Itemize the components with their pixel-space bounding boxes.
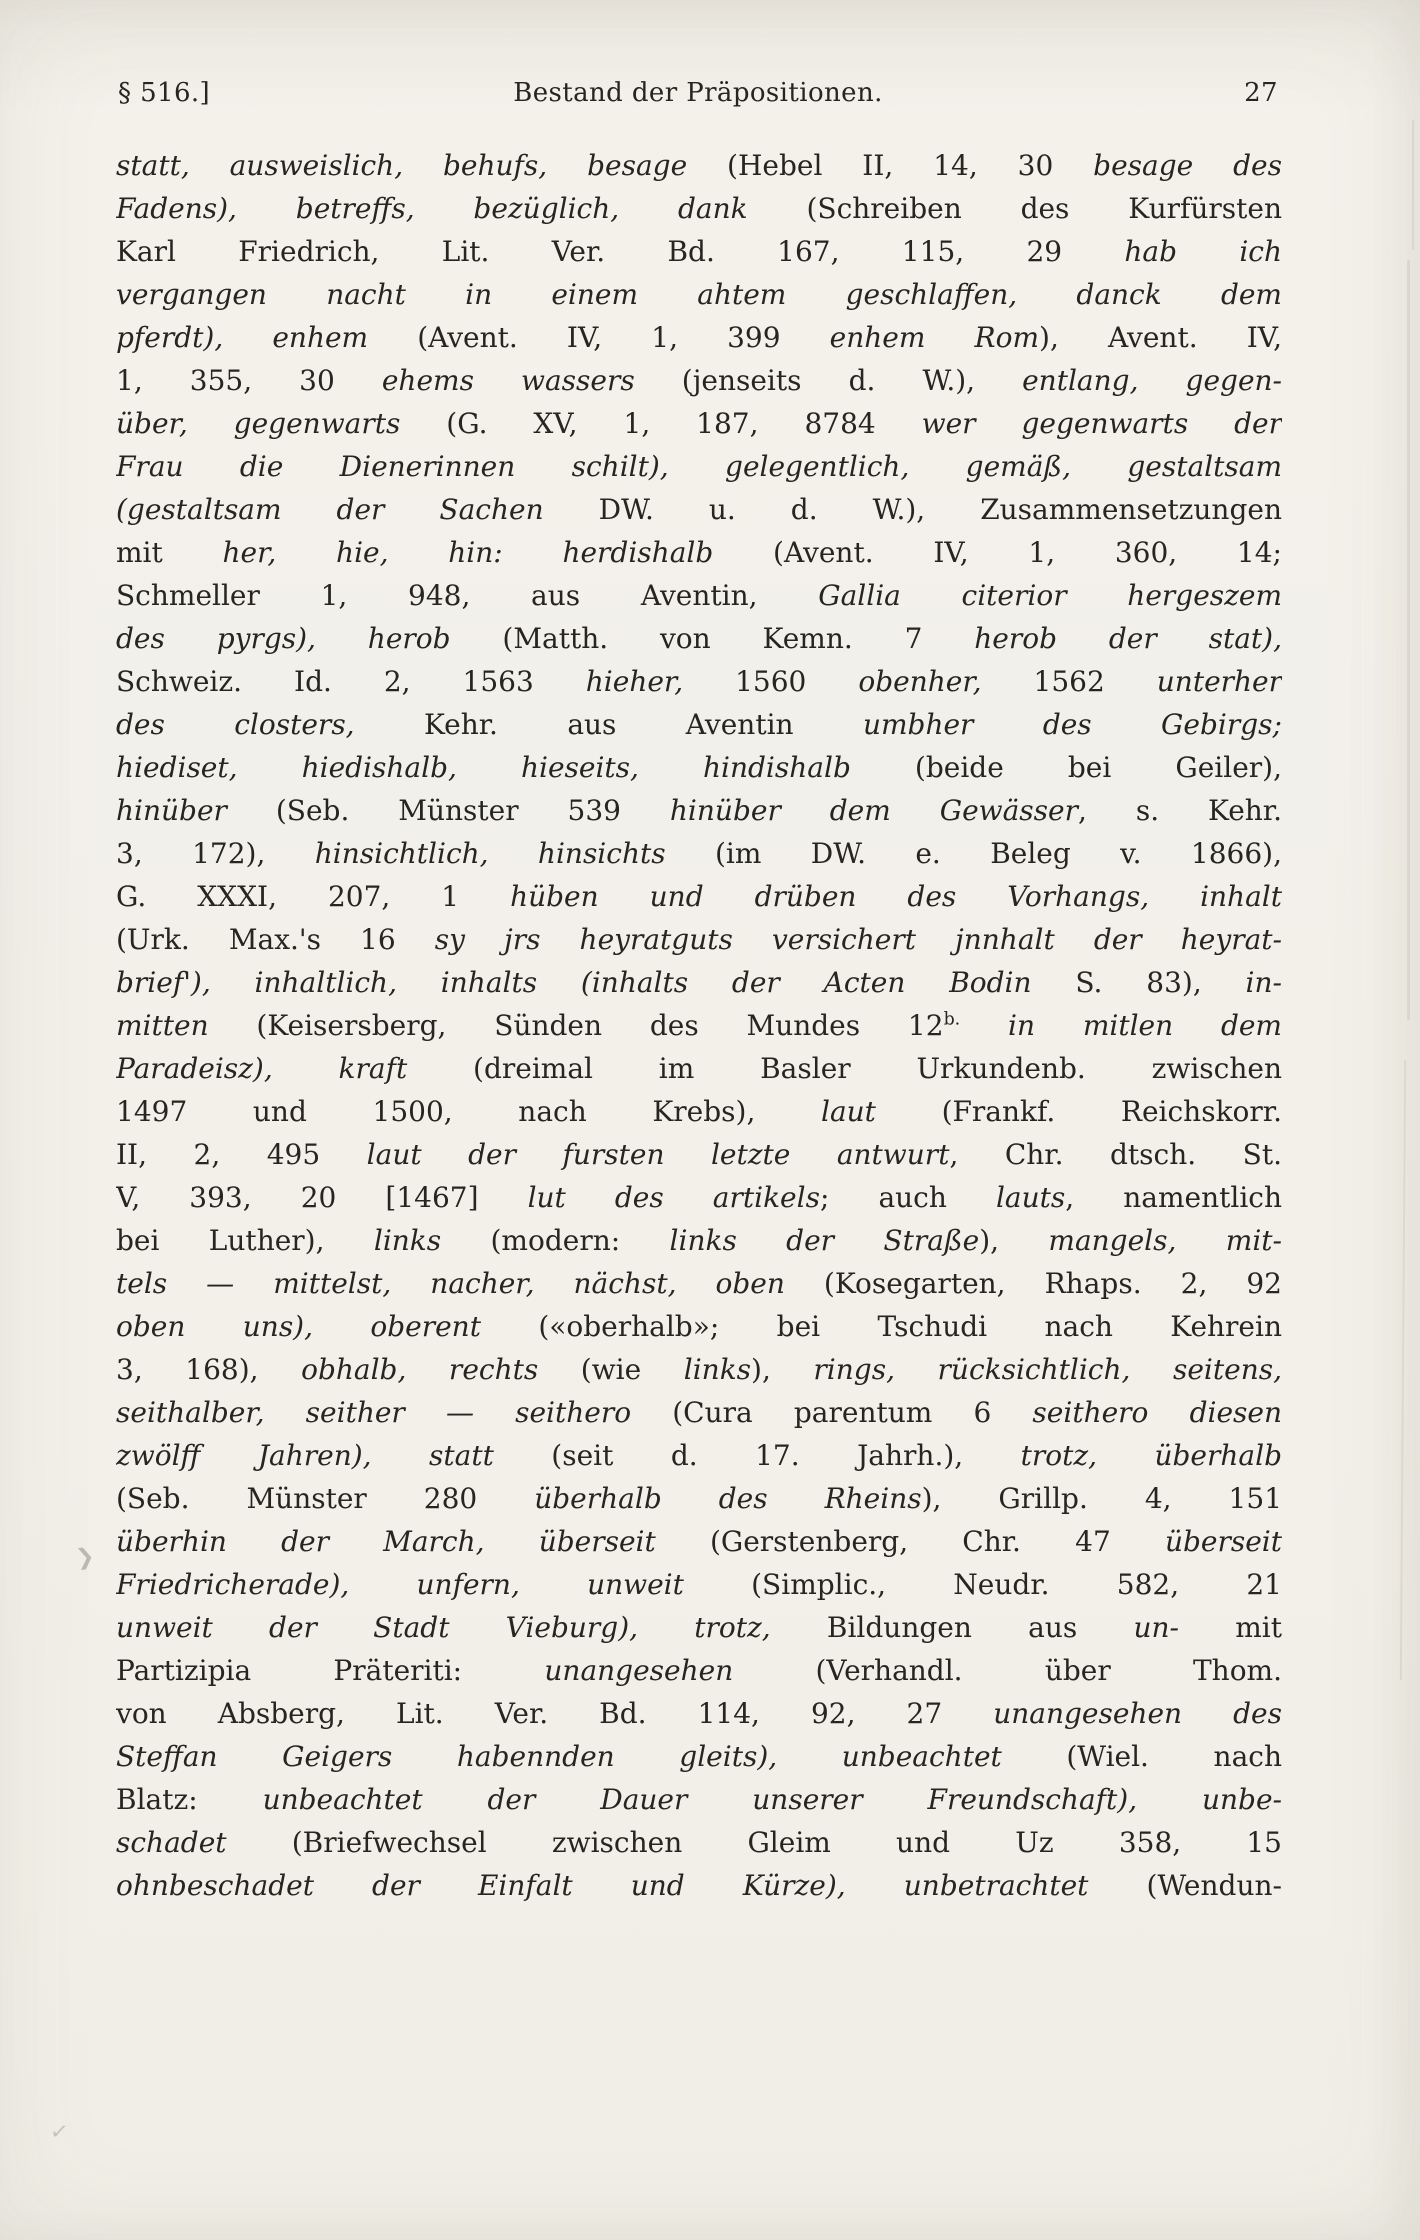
- running-title: Bestand der Präpositionen.: [513, 78, 883, 108]
- body-line: Karl Friedrich, Lit. Ver. Bd. 167, 115, 29 hab ich: [116, 235, 1282, 268]
- body-line: (gestaltsam der Sachen DW. u. d. W.), Zusammensetzungen: [116, 493, 1282, 526]
- body-line: Paradeisz), kraft (dreimal im Basler Urkundenb. zwischen: [116, 1052, 1282, 1085]
- body-line: oben uns), oberent («oberhalb»; bei Tschudi nach Kehrein: [116, 1310, 1282, 1343]
- body-line: tels — mittelst, nacher, nächst, oben (Kosegarten, Rhaps. 2, 92: [116, 1267, 1282, 1300]
- body-line: Friedricherade), unfern, unweit (Simplic., Neudr. 582, 21: [116, 1568, 1282, 1601]
- body-line: Schmeller 1, 948, aus Aventin, Gallia citerior hergeszem: [116, 579, 1282, 612]
- body-line: 1497 und 1500, nach Krebs), laut (Frankf. Reichskorr.: [116, 1095, 1282, 1128]
- scan-artifact: [1407, 260, 1410, 1020]
- page-number: 27: [1244, 78, 1278, 108]
- body-line: Partizipia Präteriti: unangesehen (Verhandl. über Thom.: [116, 1654, 1282, 1687]
- scan-artifact: [1412, 120, 1414, 250]
- body-line: schadet (Briefwechsel zwischen Gleim und Uz 358, 15: [116, 1826, 1282, 1859]
- body-line: pferdt), enhem (Avent. IV, 1, 399 enhem Rom), Avent. IV,: [116, 321, 1282, 354]
- body-line: überhin der March, überseit (Gerstenberg, Chr. 47 überseit: [116, 1525, 1282, 1558]
- body-line: 3, 172), hinsichtlich, hinsichts (im DW. e. Beleg v. 1866),: [116, 837, 1282, 870]
- body-text: [0, 144, 1420, 1907]
- body-line: Blatz: unbeachtet der Dauer unserer Freundschaft), unbe-: [116, 1783, 1282, 1816]
- body-line: bei Luther), links (modern: links der Straße), mangels, mit-: [116, 1224, 1282, 1257]
- body-line: mitten (Keisersberg, Sünden des Mundes $12^{b.}$ in mitlen dem: [116, 1009, 1282, 1042]
- body-line: ohnbeschadet der Einfalt und Kürze), unbetrachtet (Wendun-: [116, 1869, 1282, 1902]
- body-line: vergangen nacht in einem ahtem geschlaffen, danck dem: [116, 278, 1282, 311]
- body-line: zwölff Jahren), statt (seit d. 17. Jahrh.), trotz, überhalb: [116, 1439, 1282, 1472]
- body-line: über, gegenwarts (G. XV, 1, 187, 8784 wer gegenwarts der: [116, 407, 1282, 440]
- section-reference: § 516.]: [118, 78, 211, 108]
- body-line: statt, ausweislich, behufs, besage (Hebel II, 14, 30 besage des: [116, 149, 1282, 182]
- body-line: seithalber, seither — seithero (Cura parentum 6 seithero diesen: [116, 1396, 1282, 1429]
- body-line: (Seb. Münster 280 überhalb des Rheins), Grillp. 4, 151: [116, 1482, 1282, 1515]
- body-line: hinüber (Seb. Münster 539 hinüber dem Gewässer, s. Kehr.: [116, 794, 1282, 827]
- page-header: [118, 78, 1278, 112]
- pencil-mark: ✓: [48, 2119, 70, 2146]
- body-line: Fadens), betreffs, bezüglich, dank (Schreiben des Kurfürsten: [116, 192, 1282, 225]
- body-line: 1, 355, 30 ehems wassers (jenseits d. W.), entlang, gegen-: [116, 364, 1282, 397]
- body-line: unweit der Stadt Vieburg), trotz, Bildungen aus un- mit: [116, 1611, 1282, 1644]
- body-line: (Urk. Max.'s 16 sy jrs heyratguts versichert jnnhalt der heyrat-: [116, 923, 1282, 956]
- body-line: G. XXXI, 207, 1 hüben und drüben des Vorhangs, inhalt: [116, 880, 1282, 913]
- body-line: hiediset, hiedishalb, hieseits, hindishalb (beide bei Geiler),: [116, 751, 1282, 784]
- body-line: 3, 168), obhalb, rechts (wie links), rings, rücksichtlich, seitens,: [116, 1353, 1282, 1386]
- body-line: mit her, hie, hin: herdishalb (Avent. IV, 1, 360, 14;: [116, 536, 1282, 569]
- body-line: V, 393, 20 [1467] lut des artikels; auch lauts, namentlich: [116, 1181, 1282, 1214]
- pencil-mark: ❯: [74, 1543, 97, 1572]
- body-line: von Absberg, Lit. Ver. Bd. 114, 92, 27 unangesehen des: [116, 1697, 1282, 1730]
- body-line: Schweiz. Id. 2, 1563 hieher, 1560 obenher, 1562 unterher: [116, 665, 1282, 698]
- body-line: Steffan Geigers habennden gleits), unbeachtet (Wiel. nach: [116, 1740, 1282, 1773]
- body-line: Frau die Dienerinnen schilt), gelegentlich, gemäß, gestaltsam: [116, 450, 1282, 483]
- body-line: brief'), inhaltlich, inhalts (inhalts der Acten Bodin S. 83), in-: [116, 966, 1282, 999]
- body-line: II, 2, 495 laut der fursten letzte antwurt, Chr. dtsch. St.: [116, 1138, 1282, 1171]
- body-line: des pyrgs), herob (Matth. von Kemn. 7 herob der stat),: [116, 622, 1282, 655]
- body-line: des closters, Kehr. aus Aventin umbher des Gebirgs;: [116, 708, 1282, 741]
